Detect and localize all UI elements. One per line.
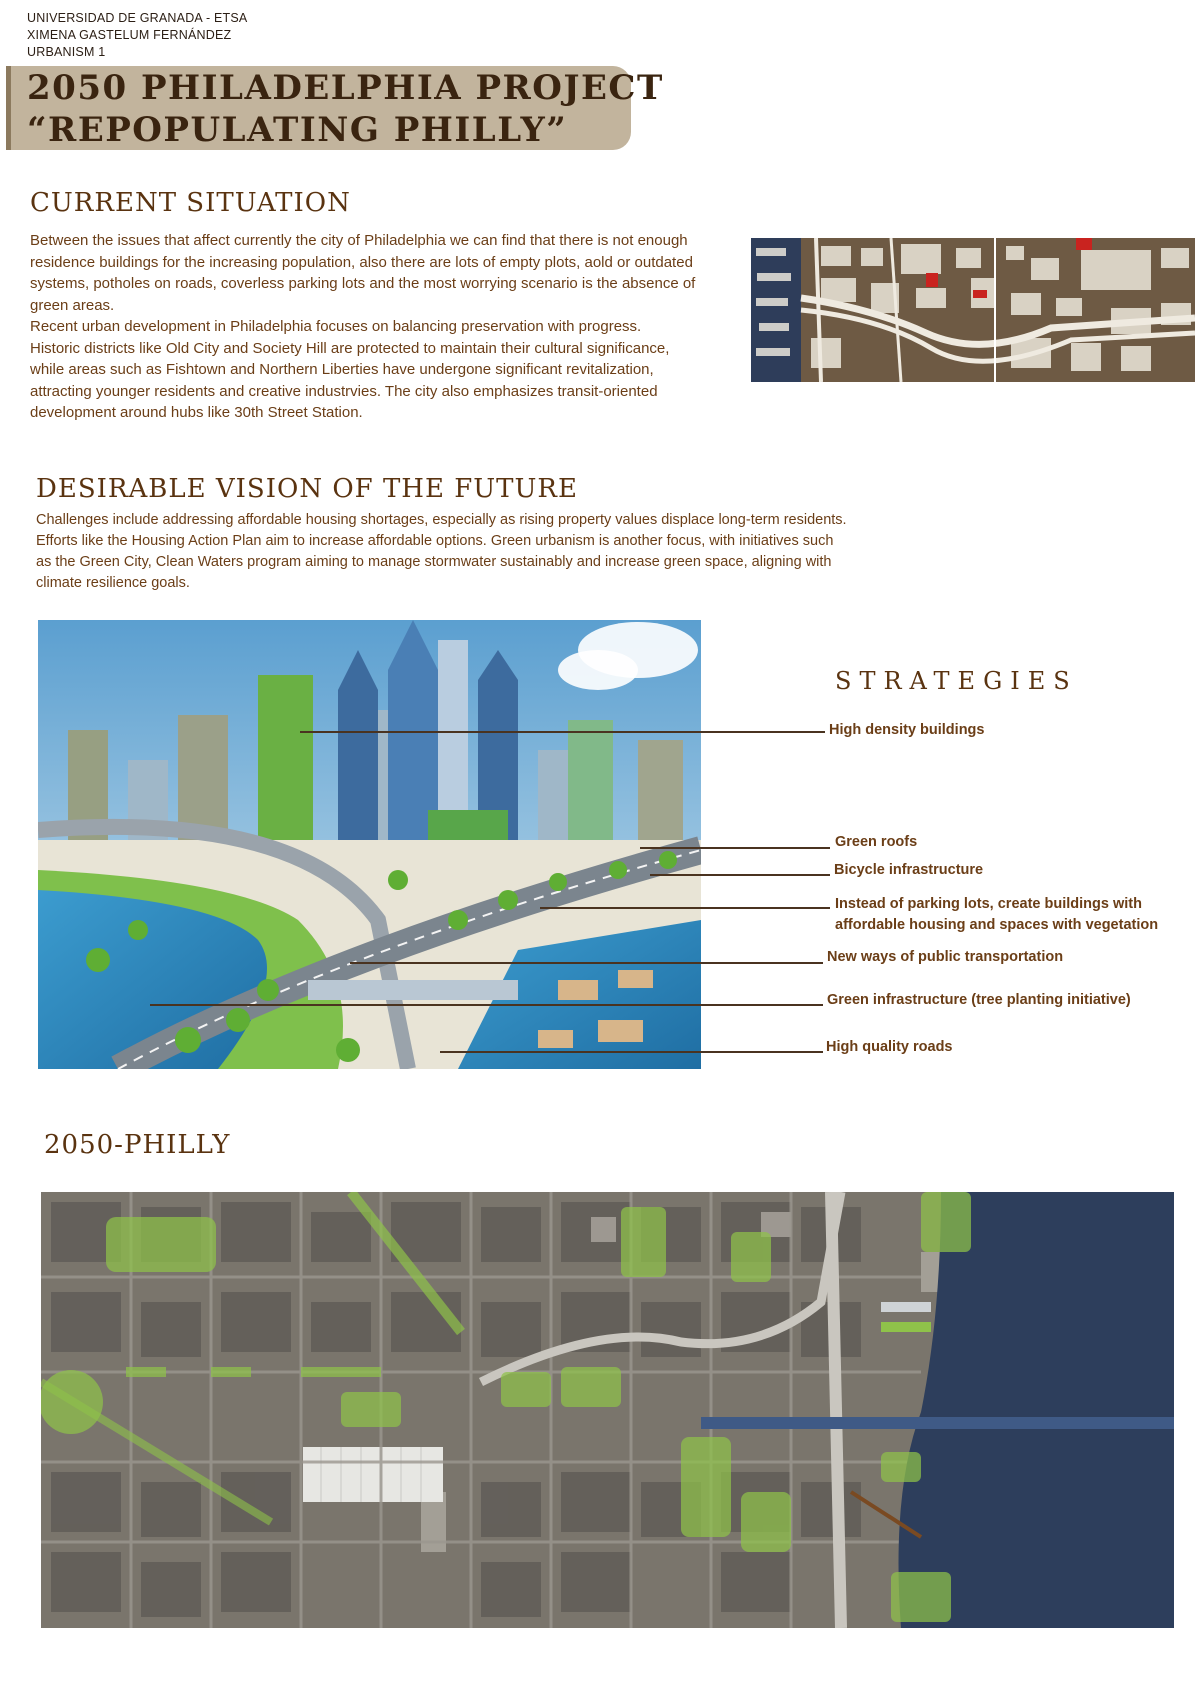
plan-heading: 2050-PHILLY [44,1130,231,1160]
strategy-public-transport: New ways of public transportation [827,949,1064,965]
current-line: development around hubs like 30th Street Station. [30,404,363,421]
vision-line: Challenges include addressing affordable housing shortages, especially as rising property values displace long-term residents. [36,512,847,528]
title-line-1: 2050 PHILADELPHIA PROJECT [27,68,664,108]
strategy-green-infrastructure: Green infrastructure (tree planting initiative) [827,992,1131,1008]
leader-line [540,907,830,909]
vision-heading: DESIRABLE VISION OF THE FUTURE [36,474,578,504]
leader-line [300,731,825,733]
current-line: while areas such as Fishtown and Northern Liberties have undergone significant revitalization, [30,361,654,378]
philly-2050-aerial-plan [41,1192,1174,1628]
leader-line [440,1051,823,1053]
strategy-bicycle: Bicycle infrastructure [834,862,984,878]
author-header [27,10,247,61]
vision-text [36,510,936,594]
strategy-parking-lots [835,894,1158,936]
current-line: systems, potholes on roads, coverless parking lots and the most worrying scenario is the absence of [30,275,696,292]
current-aerial-map [751,238,1195,382]
leader-line [150,1004,823,1006]
leader-line [650,874,830,876]
vision-line: Efforts like the Housing Action Plan aim to increase affordable options. Green urbanism is another focus, with initiatives such [36,533,834,549]
author-name: XIMENA GASTELUM FERNÁNDEZ [27,28,232,42]
strategy-high-density: High density buildings [829,722,985,738]
vision-line: as the Green City, Clean Waters program aiming to manage stormwater sustainably and increase green space, aligning with [36,554,832,570]
course-label: URBANISM 1 [27,45,106,59]
strategy-parking-line-2: affordable housing and spaces with vegetation [835,917,1159,933]
current-line: Between the issues that affect currently the city of Philadelphia we can find that there is not enough [30,232,688,249]
vision-line: climate resilience goals. [36,575,190,591]
current-line: attracting younger residents and creative industrvies. The city also emphasizes transit-oriented [30,382,658,400]
current-line: Historic districts like Old City and Society Hill are protected to maintain their cultural significance, [30,339,670,357]
page-title [27,67,664,151]
current-line: Recent urban development in Philadelphia focuses on balancing preservation with progress. [30,318,642,335]
current-line: green areas. [30,296,115,314]
strategy-high-quality-roads: High quality roads [826,1039,953,1055]
leader-line [640,847,830,849]
strategies-heading: STRATEGIES [835,667,1078,695]
strategy-green-roofs: Green roofs [835,834,918,850]
title-line-2: “REPOPULATING PHILLY” [27,110,568,150]
current-situation-heading: CURRENT SITUATION [30,188,351,218]
future-city-illustration [38,620,701,1069]
strategy-parking-line-1: Instead of parking lots, create buildings with [835,896,1142,912]
leader-line [350,962,823,964]
current-line: residence buildings for the increasing population, also there are lots of empty plots, aold or outdated [30,253,693,271]
current-situation-text [30,230,750,424]
university-label: UNIVERSIDAD DE GRANADA - ETSA [27,11,248,25]
